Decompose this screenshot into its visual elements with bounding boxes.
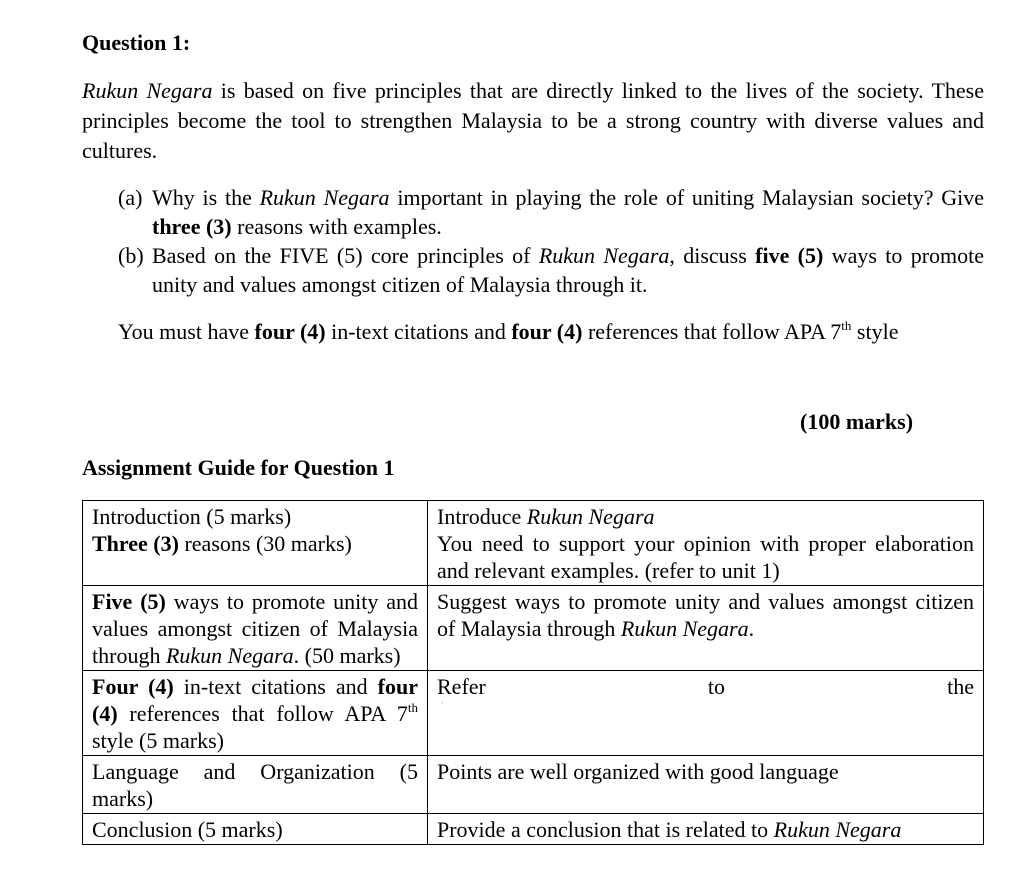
part-a-text-1: Why is the — [152, 185, 260, 210]
citation-requirement — [118, 317, 998, 347]
criteria-reasons-bold: Three (3) — [92, 531, 179, 556]
description-cell: Points are well organized with good language — [428, 756, 984, 814]
question-title: Question 1: — [82, 30, 191, 55]
part-a-bold: three (3) — [152, 214, 232, 239]
table-row — [83, 756, 984, 814]
desc-intro-text: Introduce — [437, 504, 527, 529]
must-bold-2: four (4) — [511, 319, 583, 344]
must-bold-1: four (4) — [254, 319, 326, 344]
criteria-ways-text-1: ways to promote unity and values amongst citizen of Malaysia through — [92, 589, 418, 668]
assignment-guide-table — [82, 500, 984, 845]
description-cell — [428, 671, 984, 756]
desc-intro-emphasis: Rukun Negara — [526, 504, 655, 529]
description-refer-line — [437, 673, 974, 700]
faint-mark: ‘ — [441, 700, 444, 709]
table-row — [83, 501, 984, 586]
question-intro — [82, 76, 984, 166]
desc-conclusion-text: Provide a conclusion that is related to — [437, 817, 774, 842]
desc-refer-word-3: the — [947, 674, 974, 699]
description-cell — [428, 501, 984, 586]
part-b-emphasis: Rukun Negara — [538, 243, 670, 268]
must-text-1: You must have — [118, 319, 255, 344]
must-text-3: references that follow APA 7 — [582, 319, 842, 344]
part-b-text-3: ways to promote unity and values amongst citizen of Malaysia through it. — [152, 243, 985, 297]
part-a-marker: (a) — [118, 185, 143, 210]
criteria-cite-bold-1: Four (4) — [92, 674, 174, 699]
criteria-cell: Language and Organization (5 marks) — [83, 756, 428, 814]
criteria-cite-bold-2: four (4) — [92, 674, 418, 726]
part-b-bold: five (5) — [755, 243, 824, 268]
part-a-text-3: reasons with examples. — [231, 214, 442, 239]
criteria-introduction: Introduction (5 marks) — [92, 504, 292, 529]
part-b-text-1: Based on the FIVE (5) core principles of — [152, 243, 539, 268]
description-reasons: You need to support your opinion with proper elaboration and relevant examples. (refer to unit 1) — [437, 531, 974, 583]
criteria-cell — [83, 671, 428, 756]
desc-ways-emphasis: Rukun Negara — [620, 616, 749, 641]
part-a-text-2: important in playing the role of uniting Malaysian society? Give — [389, 185, 985, 210]
description-cell — [428, 586, 984, 671]
question-parts-list — [118, 183, 984, 299]
criteria-cell — [83, 586, 428, 671]
criteria-ways-text-2: . (50 marks) — [293, 643, 401, 668]
criteria-reasons-text: reasons (30 marks) — [178, 531, 352, 556]
desc-ways-text-1: Suggest ways to promote unity and values amongst citizen of Malaysia through — [437, 589, 974, 641]
desc-refer-word-1: Refer — [437, 674, 486, 699]
table-row — [83, 814, 984, 845]
table-row — [83, 671, 984, 756]
desc-refer-word-2: to — [707, 674, 726, 699]
criteria-reasons — [92, 530, 418, 557]
criteria-cite-text-3: style (5 marks) — [92, 728, 224, 753]
total-marks: (100 marks) — [800, 409, 914, 434]
part-a-emphasis: Rukun Negara — [259, 185, 390, 210]
description-introduction — [437, 503, 974, 530]
part-b-text-2: , discuss — [669, 243, 756, 268]
question-part-b — [118, 241, 984, 299]
question-part-a — [118, 183, 984, 241]
criteria-cite-text-2: references that follow APA 7 — [117, 701, 408, 726]
criteria-cell — [83, 501, 428, 586]
criteria-ways-emphasis: Rukun Negara — [165, 643, 294, 668]
intro-text: is based on five principles that are directly linked to the lives of the society. These principles become the tool to strengthen Malaysia to be a strong country with diverse values and cultures. — [82, 78, 984, 163]
part-b-marker: (b) — [118, 243, 144, 268]
table-row — [83, 586, 984, 671]
must-superscript: th — [841, 318, 852, 333]
description-cell — [428, 814, 984, 845]
guide-title: Assignment Guide for Question 1 — [82, 455, 395, 480]
criteria-cell: Conclusion (5 marks) — [83, 814, 428, 845]
criteria-ways-bold: Five (5) — [92, 589, 166, 614]
intro-emphasis: Rukun Negara — [82, 78, 213, 103]
criteria-cite-text-1: in-text citations and — [173, 674, 378, 699]
must-text-2: in-text citations and — [325, 319, 512, 344]
criteria-cite-superscript: th — [407, 700, 418, 715]
desc-ways-text-2: . — [748, 616, 755, 641]
desc-conclusion-emphasis: Rukun Negara — [773, 817, 902, 842]
must-text-4: style — [851, 319, 899, 344]
